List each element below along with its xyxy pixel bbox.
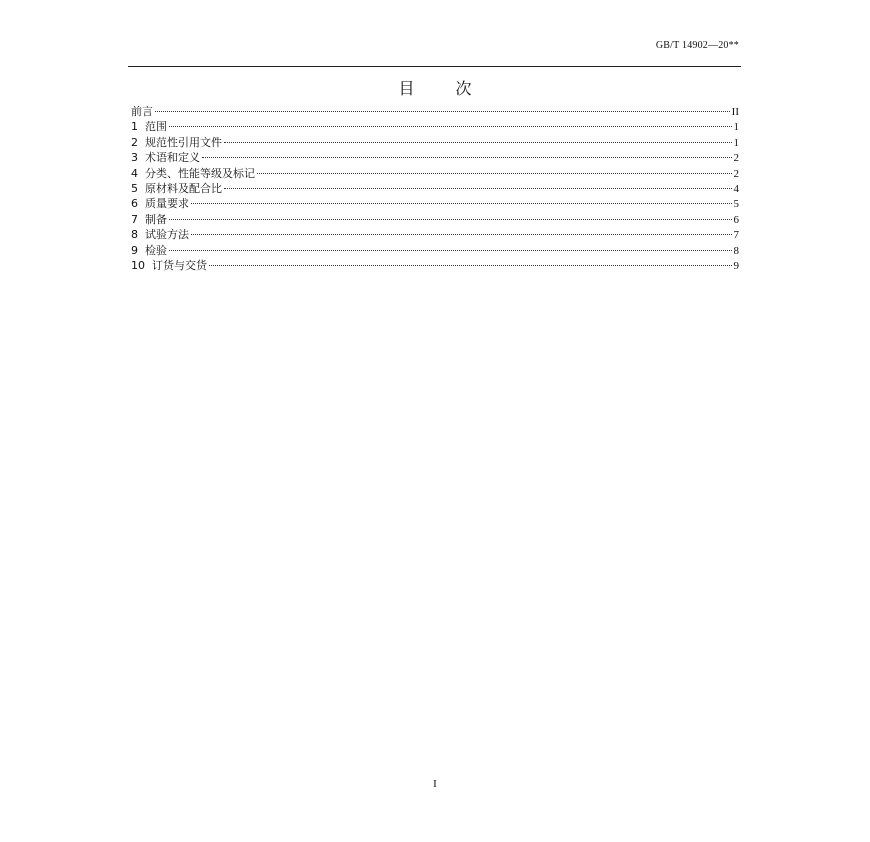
toc-dot-leader xyxy=(169,219,732,220)
toc-entry-page: 9 xyxy=(733,259,739,272)
toc-entry-classification[interactable] xyxy=(131,166,739,181)
toc-entry-page: 4 xyxy=(733,182,739,195)
toc-entry-scope[interactable] xyxy=(131,119,739,134)
toc-dot-leader xyxy=(155,111,730,112)
toc-entry-page: 2 xyxy=(733,167,739,180)
toc-entry-label: 8 试验方法 xyxy=(131,228,189,242)
toc-entry-page: 1 xyxy=(733,121,739,134)
toc-entry-page: 5 xyxy=(733,198,739,211)
toc-dot-leader xyxy=(169,126,732,127)
toc-entry-label: 7 制备 xyxy=(131,212,167,226)
toc-entry-label: 5 原材料及配合比 xyxy=(131,181,222,195)
page-number: I xyxy=(433,778,437,790)
toc-entry-page: 6 xyxy=(733,213,739,226)
toc-entry-terms-definitions[interactable] xyxy=(131,150,739,165)
toc-entry-label: 3 术语和定义 xyxy=(131,151,200,165)
toc-entry-test-methods[interactable] xyxy=(131,227,739,242)
toc-entry-materials-mix[interactable] xyxy=(131,181,739,196)
toc-entry-label: 4 分类、性能等级及标记 xyxy=(131,166,255,180)
toc-entry-page: 2 xyxy=(733,152,739,165)
toc-entry-foreword[interactable] xyxy=(131,104,739,119)
toc-dot-leader xyxy=(191,203,732,204)
toc-entry-label: 9 检验 xyxy=(131,243,167,257)
header-rule xyxy=(128,66,741,67)
toc-entry-label: 6 质量要求 xyxy=(131,197,189,211)
toc-dot-leader xyxy=(257,173,732,174)
toc-title: 目 次 xyxy=(398,79,490,98)
toc-entry-page: 7 xyxy=(733,229,739,242)
toc-dot-leader xyxy=(224,188,732,189)
toc-entry-label: 1 范围 xyxy=(131,120,167,134)
toc-dot-leader xyxy=(202,157,732,158)
toc-entry-page: 8 xyxy=(733,244,739,257)
toc-entry-inspection[interactable] xyxy=(131,243,739,258)
toc-entry-preparation[interactable] xyxy=(131,212,739,227)
table-of-contents xyxy=(131,104,739,273)
toc-dot-leader xyxy=(209,265,732,266)
standard-code: GB/T 14902—20** xyxy=(655,40,739,51)
toc-entry-quality-requirements[interactable] xyxy=(131,196,739,211)
toc-entry-label: 前言 xyxy=(131,105,153,118)
toc-entry-normative-references[interactable] xyxy=(131,135,739,150)
toc-entry-label: 2 规范性引用文件 xyxy=(131,135,222,149)
toc-entry-page: II xyxy=(731,106,739,118)
toc-entry-label: 10 订货与交货 xyxy=(131,258,207,272)
toc-entry-page: 1 xyxy=(733,136,739,149)
toc-entry-ordering-delivery[interactable] xyxy=(131,258,739,273)
toc-dot-leader xyxy=(169,250,732,251)
toc-dot-leader xyxy=(224,142,732,143)
toc-dot-leader xyxy=(191,234,732,235)
